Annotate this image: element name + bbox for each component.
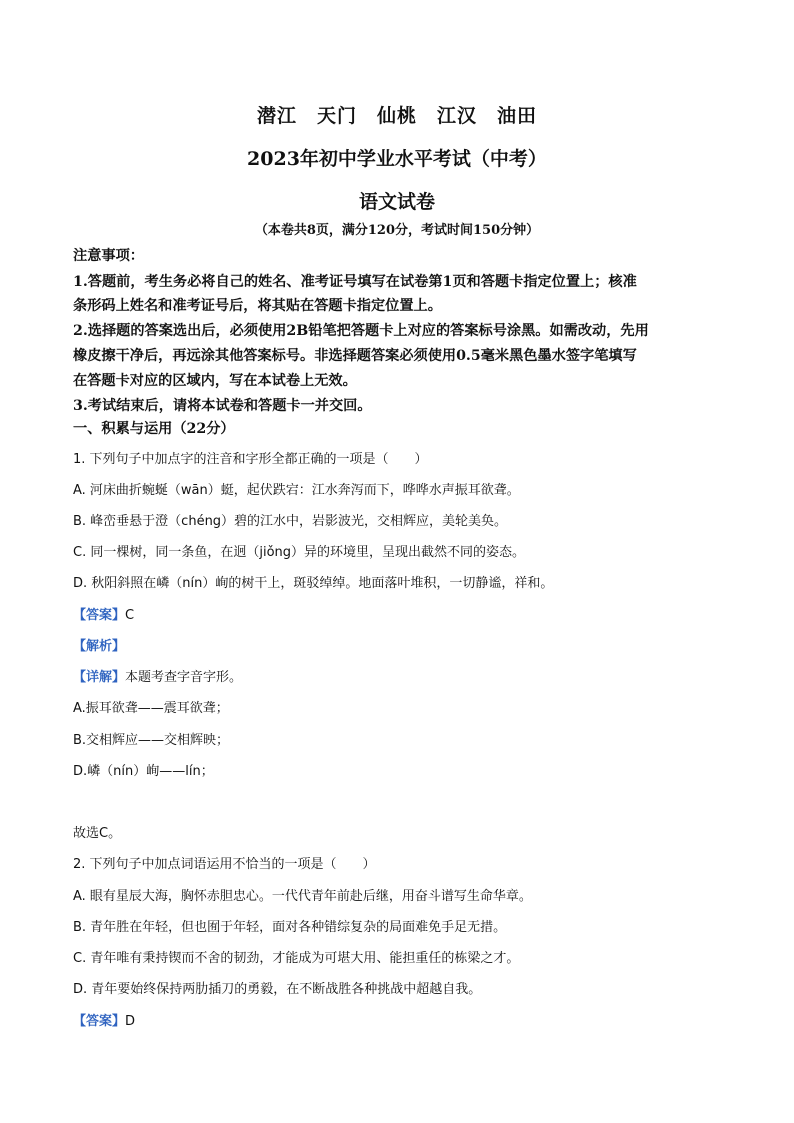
- question-1-detail: [73, 666, 753, 685]
- exam-title: 2023年初中学业水平考试（中考）: [247, 148, 547, 170]
- subject-title: 语文试卷: [358, 191, 435, 213]
- correction-line: D.嶙（nín）峋——lín；: [73, 764, 214, 779]
- question-1-answer: [73, 604, 753, 623]
- answer-value: D: [125, 1014, 136, 1029]
- regions-title: 潜江 天门 仙桃 江汉 油田: [256, 105, 537, 127]
- notice-heading: 注意事项：: [73, 248, 144, 264]
- section-heading: 一、积累与运用（22分）: [73, 421, 235, 437]
- notice-line: 3.考试结束后，请将本试卷和答题卡一并交回。: [73, 398, 372, 414]
- notice-line: 2.选择题的答案选出后，必须使用2B铅笔把答题卡上对应的答案标号涂黑。如需改动，先用: [73, 323, 649, 339]
- notice-line: 1.答题前，考生务必将自己的姓名、准考证号填写在试卷第1页和答题卡指定位置上；核准: [73, 274, 637, 290]
- detail-text: 本题考查字音字形。: [125, 670, 243, 685]
- correction-line: B.交相辉应——交相辉映；: [73, 733, 230, 748]
- question-1-stem: 1. 下列句子中加点字的注音和字形全都正确的一项是（ ）: [73, 452, 428, 467]
- question-2-option-a: A. 眼有星辰大海，胸怀赤胆忠心。一代代青年前赴后继，用奋斗谱写生命华章。: [73, 889, 532, 904]
- answer-tag: 【答案】: [73, 1014, 126, 1029]
- analysis-tag: 【解析】: [73, 639, 126, 654]
- question-1-option-b: B. 峰峦垂悬于澄（chéng）碧的江水中，岩影波光，交相辉应，美轮美奂。: [73, 514, 508, 529]
- detail-tag: 【详解】: [73, 670, 126, 685]
- question-1-option-c: C. 同一棵树，同一条鱼，在迥（jiǒng）异的环境里，呈现出截然不同的姿态。: [73, 545, 526, 560]
- question-2-option-b: B. 青年胜在年轻，但也囿于年轻，面对各种错综复杂的局面难免手足无措。: [73, 920, 507, 935]
- question-1-option-a: A. 河床曲折蜿蜒（wān）蜓，起伏跌宕：江水奔泻而下，哗哗水声振耳欲聋。: [73, 483, 520, 498]
- answer-tag: 【答案】: [73, 608, 126, 623]
- notice-line: 条形码上姓名和准考证号后，将其贴在答题卡指定位置上。: [73, 298, 442, 314]
- question-1-option-d: D. 秋阳斜照在嶙（nín）峋的树干上，斑驳绰绰。地面落叶堆积，一切静谧，祥和。: [73, 576, 554, 591]
- notice-line: 在答题卡对应的区域内，写在本试卷上无效。: [73, 373, 357, 389]
- answer-value: C: [125, 608, 135, 623]
- question-2-stem: 2. 下列句子中加点词语运用不恰当的一项是（ ）: [73, 857, 376, 872]
- question-2-option-c: C. 青年唯有秉持锲而不舍的韧劲，才能成为可堪大用、能担重任的栋梁之才。: [73, 951, 520, 966]
- question-1-conclusion: 故选C。: [73, 826, 122, 841]
- question-2-answer: [73, 1010, 753, 1029]
- question-1-analysis: [73, 635, 753, 654]
- exam-info: （本卷共8页，满分120分，考试时间150分钟）: [254, 223, 540, 238]
- notice-line: 橡皮擦干净后，再远涂其他答案标号。非选择题答案必须使用0.5毫米黑色墨水签字笔填写: [73, 348, 637, 364]
- correction-line: A.振耳欲聋——震耳欲聋；: [73, 701, 229, 716]
- question-2-option-d: D. 青年要始终保持两肋插刀的勇毅，在不断战胜各种挑战中超越自我。: [73, 982, 482, 997]
